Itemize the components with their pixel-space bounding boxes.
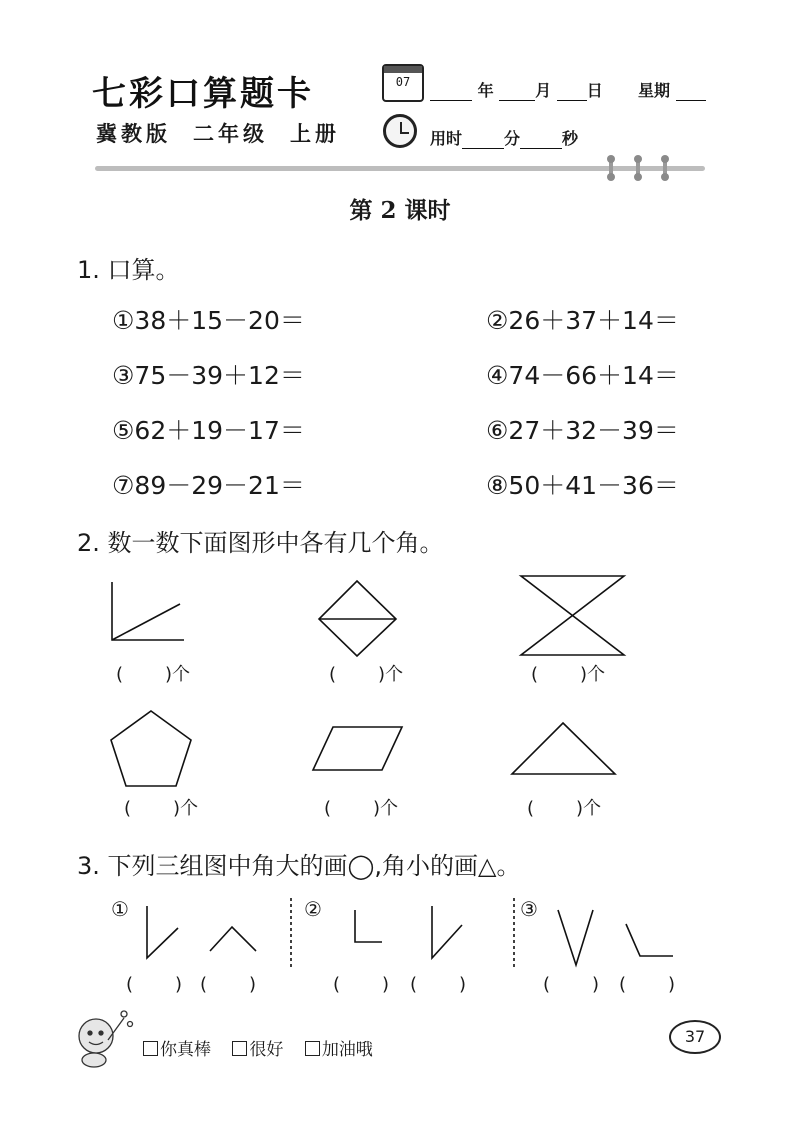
checkbox-icon[interactable] [143,1041,158,1056]
time-used-label: 用时 [430,129,463,148]
compare-blank-3a[interactable]: ( ) [543,974,600,995]
rating-option-good[interactable]: 很好 [232,1040,283,1060]
minute-label: 分 [504,129,521,148]
problem-3[interactable]: ③75－39＋12＝ [112,361,305,390]
section3-title: 3. 下列三组图中角大的画◯,角小的画△。 [77,852,521,880]
rating-options [143,1035,389,1060]
group-3-label: ③ [520,897,538,921]
checkbox-icon[interactable] [305,1041,320,1056]
angle-2b [432,906,462,958]
month-label: 月 [535,81,552,100]
answer-blank-4[interactable]: ( )个 [124,798,199,819]
second-label: 秒 [562,129,579,148]
answer-blank-5[interactable]: ( )个 [324,798,399,819]
edition-grade: 二年级 [193,122,268,146]
answer-blank-1[interactable]: ( )个 [116,664,191,685]
problem-8[interactable]: ⑧50＋41－36＝ [486,471,679,500]
group-1-label: ① [111,897,129,921]
compare-blank-1b[interactable]: ( ) [200,974,257,995]
angle-2a [355,910,382,942]
section1-title: 1. 口算。 [77,256,180,284]
compare-blank-1a[interactable]: ( ) [126,974,183,995]
page-number: 37 [669,1020,721,1054]
problem-6[interactable]: ⑥27＋32－39＝ [486,416,679,445]
angle-3b [626,924,673,956]
angle-3a [558,910,593,965]
day-label: 日 [586,81,603,100]
calendar-number: 07 [395,75,411,89]
answer-blank-3[interactable]: ( )个 [531,664,606,685]
answer-blank-2[interactable]: ( )个 [329,664,404,685]
year-label: 年 [477,81,494,100]
problem-4[interactable]: ④74－66＋14＝ [486,361,679,390]
edition-publisher: 冀教版 [96,122,171,146]
angle-1a [147,906,178,958]
edition-volume: 上册 [290,122,340,146]
problem-5[interactable]: ⑤62＋19－17＝ [112,416,305,445]
rating-option-keep-going[interactable]: 加油哦 [305,1040,373,1060]
angle-1b [210,927,256,951]
checkbox-icon[interactable] [232,1041,247,1056]
weekday-label: 星期 [637,81,670,100]
section2-title: 2. 数一数下面图形中各有几个角。 [77,529,444,557]
problem-2[interactable]: ②26＋37＋14＝ [486,306,679,335]
problem-7[interactable]: ⑦89－29－21＝ [112,471,305,500]
brand-title-text: 七彩口算题卡 [92,74,314,114]
rating-option-great[interactable]: 你真棒 [143,1040,211,1060]
mascot-icon [68,1000,140,1072]
problem-1[interactable]: ①38＋15－20＝ [112,306,305,335]
compare-blank-2b[interactable]: ( ) [410,974,467,995]
answer-blank-6[interactable]: ( )个 [527,798,602,819]
lesson-title: 第 2 课时 [349,197,451,224]
compare-blank-2a[interactable]: ( ) [333,974,390,995]
compare-blank-3b[interactable]: ( ) [619,974,676,995]
group-2-label: ② [304,897,322,921]
